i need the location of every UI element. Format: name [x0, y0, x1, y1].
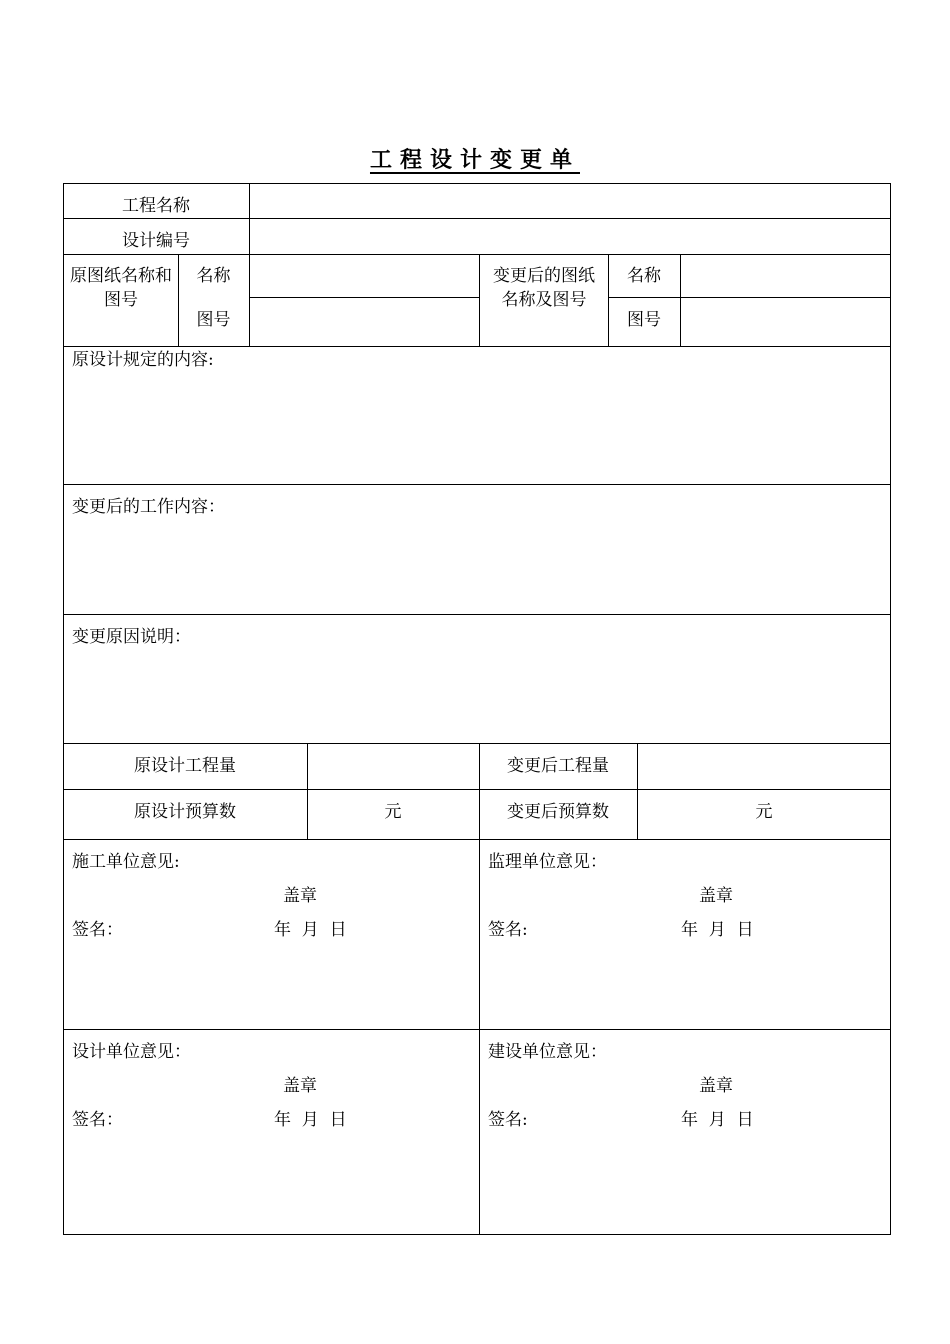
rule: [63, 484, 891, 485]
page-title: 工程设计变更单: [369, 147, 580, 173]
orig-budget-label: 原设计预算数: [134, 802, 236, 822]
border-left: [63, 183, 64, 1235]
contractor-sign: 签名：: [72, 920, 123, 940]
designer-sign: 签名：: [72, 1110, 123, 1130]
rule: [249, 183, 250, 346]
rule: [680, 254, 681, 346]
changed-content-label: 变更后的工作内容：: [72, 497, 225, 517]
orig-name-label: 名称: [196, 266, 231, 286]
project-name-label: 工程名称: [122, 196, 190, 216]
changed-name-label: 名称: [627, 266, 661, 286]
supervisor-opinion-label: 监理单位意见：: [488, 852, 607, 872]
supervisor-date: 年 月 日: [681, 920, 754, 940]
change-form: [63, 183, 891, 1235]
changed-budget-unit: 元: [755, 802, 773, 822]
designer-seal: 盖章: [283, 1076, 317, 1096]
designer-opinion-label: 设计单位意见：: [72, 1042, 191, 1062]
rule: [479, 254, 480, 346]
orig-content-label: 原设计规定的内容:: [72, 350, 214, 370]
orig-drawing-label: 原图纸名称和图号: [70, 266, 172, 310]
reason-label: 变更原因说明：: [72, 627, 191, 647]
changed-budget-label: 变更后预算数: [507, 802, 609, 822]
rule: [63, 614, 891, 615]
rule: [307, 743, 308, 839]
changed-fig-label: 图号: [627, 310, 661, 330]
owner-seal: 盖章: [699, 1076, 733, 1096]
rule: [63, 839, 891, 840]
rule: [63, 254, 891, 255]
border-right: [890, 183, 891, 1235]
contractor-seal: 盖章: [283, 886, 317, 906]
border-top: [63, 183, 891, 184]
supervisor-sign: 签名:: [488, 920, 528, 940]
owner-date: 年 月 日: [681, 1110, 754, 1130]
contractor-opinion-label: 施工单位意见:: [72, 852, 180, 872]
contractor-date: 年 月 日: [274, 920, 347, 940]
design-no-label: 设计编号: [122, 231, 190, 251]
changed-drawing-label: 变更后的图纸名称及图号: [493, 266, 595, 310]
changed-qty-label: 变更后工程量: [507, 756, 609, 776]
border-bottom: [63, 1234, 891, 1235]
supervisor-seal: 盖章: [699, 886, 733, 906]
orig-qty-label: 原设计工程量: [134, 756, 236, 776]
designer-date: 年 月 日: [274, 1110, 347, 1130]
owner-sign: 签名:: [488, 1110, 528, 1130]
orig-budget-unit: 元: [384, 802, 402, 822]
rule: [249, 297, 479, 298]
rule: [63, 346, 891, 347]
rule: [637, 743, 638, 839]
rule: [63, 743, 891, 744]
rule: [608, 297, 891, 298]
rule: [63, 1029, 891, 1030]
orig-fig-label: 图号: [196, 310, 231, 330]
owner-opinion-label: 建设单位意见：: [488, 1042, 607, 1062]
rule: [63, 789, 891, 790]
rule: [63, 218, 891, 219]
